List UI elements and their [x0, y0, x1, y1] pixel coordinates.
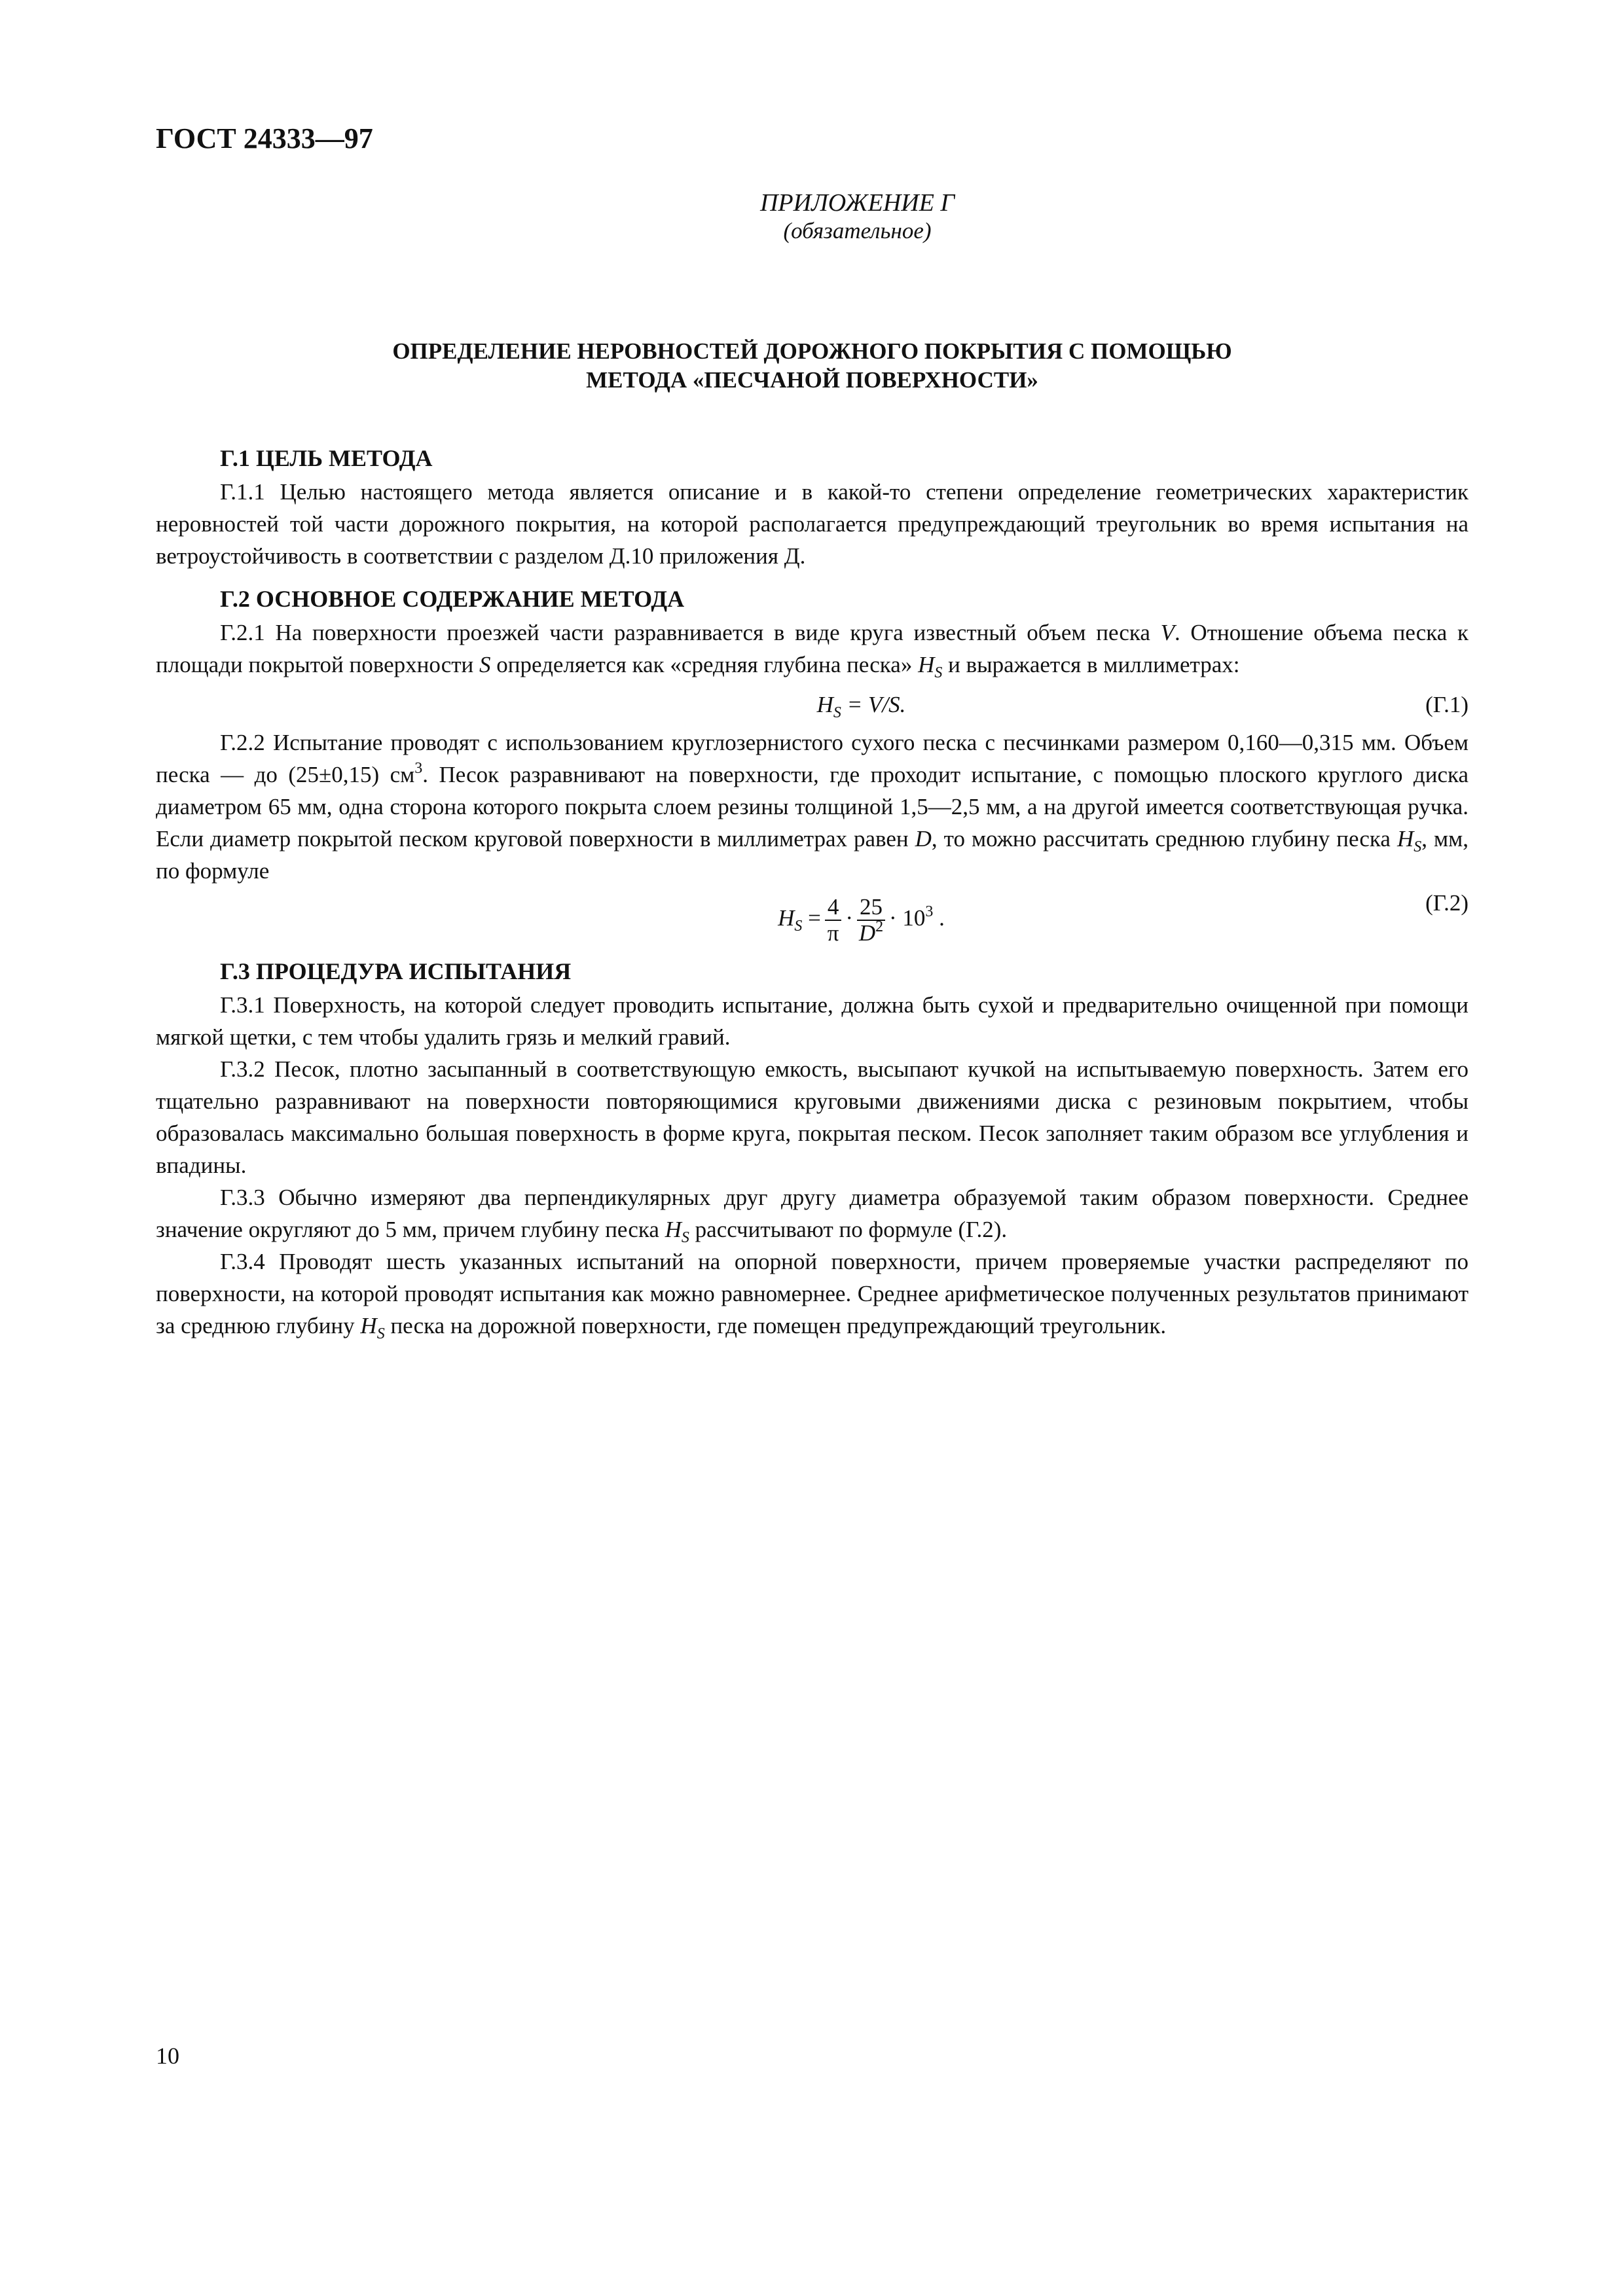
formula-h-subscript: S — [833, 704, 841, 721]
variable-h-subscript: S — [681, 1229, 689, 1246]
text-run: . Отношение объема песка к площади покрытой поверхности — [156, 620, 1468, 677]
paragraph-g1-1: Г.1.1 Целью настоящего метода является описание и в какой-то степени определение геометрических характеристик неровностей той части дорожного покрытия, на которой располагается предупреждающий треугольник во время испытания на ветроустойчивость в соответствии с разделом Д.10 приложения Д. — [156, 479, 1468, 569]
paragraph-g3-1: Г.3.1 Поверхность, на которой следует проводить испытание, должна быть сухой и предварительно очищенной при помощи мягкой щетки, с тем чтобы удалить грязь и мелкий гравий. — [156, 992, 1468, 1050]
fraction-numerator: 4 — [825, 895, 842, 921]
fraction-denominator: π — [827, 920, 839, 946]
variable-d: D — [915, 826, 932, 852]
text-run: , мм, по формуле — [156, 826, 1469, 884]
text-run: Г.3.3 Обычно измеряют два перпендикулярных друг другу диаметра образуемой таким образом поверхности. Среднее значение округляют до 5 мм, причем глубину песка — [156, 1185, 1468, 1242]
section-heading-g3: Г.3 ПРОЦЕДУРА ИСПЫТАНИЯ — [220, 958, 572, 984]
document-code: ГОСТ 24333—97 — [156, 122, 373, 154]
text-run: Г.2.1 На поверхности проезжей части разравнивается в виде круга известный объем песка — [220, 620, 1161, 645]
section-heading-g2: Г.2 ОСНОВНОЕ СОДЕРЖАНИЕ МЕТОДА — [220, 586, 685, 612]
fraction-denominator — [857, 918, 885, 946]
superscript: 2 — [875, 918, 884, 935]
formula-exponent: 3 — [925, 903, 934, 921]
formula-g2 — [156, 887, 1468, 955]
formula-g1 — [156, 681, 1468, 726]
text-run: Г.2.2 Испытание проводят с использованием круглозернистого сухого песка с песчинками размером 0,160—0,315 мм. Объем песка — до (25±0,15) см — [156, 730, 1468, 787]
variable-h: H — [665, 1217, 682, 1242]
page-title — [156, 337, 1468, 395]
paragraph-g2-1 — [156, 617, 1468, 681]
paragraph-g3-4 — [156, 1246, 1468, 1342]
formula-g1-number: (Г.1) — [1425, 692, 1468, 717]
formula-g1-expression — [156, 689, 1468, 721]
superscript: 3 — [414, 760, 423, 777]
formula-h: H — [816, 692, 833, 717]
formula-dot: · — [845, 905, 854, 931]
variable-h: H — [918, 652, 935, 677]
paragraph-g3-3 — [156, 1181, 1468, 1246]
text-run: песка на дорожной поверхности, где помещен предупреждающий треугольник. — [384, 1313, 1167, 1338]
paragraph-g3-2: Г.3.2 Песок, плотно засыпанный в соответствующую емкость, высыпают кучкой на испытываемую поверхность. Затем его тщательно разравнивают на поверхности повторяющимися круговыми движениями диска с резиновым покрытием, чтобы образовалась максимально большая поверхность в форме круга, покрытая песком. Песок заполняет таким образом все углубления и впадины. — [156, 1056, 1468, 1178]
formula-g2-number: (Г.2) — [1425, 890, 1468, 916]
variable-v: V — [1160, 620, 1175, 645]
page-number: 10 — [156, 2043, 179, 2069]
formula-power-base: · 10 — [889, 905, 926, 931]
variable-s: S — [479, 652, 491, 677]
variable-h-subscript: S — [1413, 838, 1422, 855]
formula-end: . — [933, 905, 945, 931]
variable-h: H — [1396, 826, 1414, 852]
variable-d: D — [858, 920, 876, 946]
page-title-line-2: МЕТОДА «ПЕСЧАНОЙ ПОВЕРХНОСТИ» — [586, 367, 1038, 393]
variable-h: H — [360, 1313, 377, 1338]
fraction-25-over-d2 — [857, 895, 885, 946]
text-run: рассчитывают по формуле (Г.2). — [689, 1217, 1008, 1242]
variable-h-subscript: S — [934, 664, 943, 681]
text-run: Г.3.4 Проводят шесть указанных испытаний на опорной поверхности, причем проверяемые участки распределяют по поверхности, на которой проводят испытания как можно равномернее. Среднее арифметическое полученных результатов принимают за среднюю глубину — [156, 1249, 1468, 1338]
paragraph-g2-2 — [156, 726, 1468, 887]
variable-h-subscript: S — [376, 1325, 385, 1342]
formula-equals: = — [802, 905, 821, 931]
appendix-title: ПРИЛОЖЕНИЕ Г — [759, 189, 955, 217]
appendix-status: (обязательное) — [783, 218, 932, 243]
text-run: и выражается в миллиметрах: — [942, 652, 1240, 677]
fraction-numerator: 25 — [857, 895, 885, 921]
fraction-4-over-pi — [825, 895, 842, 946]
appendix-block — [0, 188, 1623, 245]
formula-h-subscript: S — [794, 918, 803, 935]
page-title-line-1: ОПРЕДЕЛЕНИЕ НЕРОВНОСТЕЙ ДОРОЖНОГО ПОКРЫТИЯ С ПОМОЩЬЮ — [392, 338, 1232, 364]
formula-h: H — [778, 905, 795, 931]
formula-rhs: = V/S. — [841, 692, 906, 717]
text-run: , то можно рассчитать среднюю глубину песка — [931, 826, 1397, 852]
text-run: . Песок разравнивают на поверхности, где проходит испытание, с помощью плоского круглого диска диаметром 65 мм, одна сторона которого покрыта слоем резины толщиной 1,5—2,5 мм, а на другой имеется соответствующая ручка. Если диаметр покрытой песком круговой поверхности в миллиметрах равен — [156, 762, 1468, 852]
formula-g2-expression — [156, 895, 1468, 946]
document-body — [156, 442, 1468, 1342]
section-heading-g1: Г.1 ЦЕЛЬ МЕТОДА — [220, 445, 433, 471]
text-run: определяется как «средняя глубина песка» — [490, 652, 919, 677]
